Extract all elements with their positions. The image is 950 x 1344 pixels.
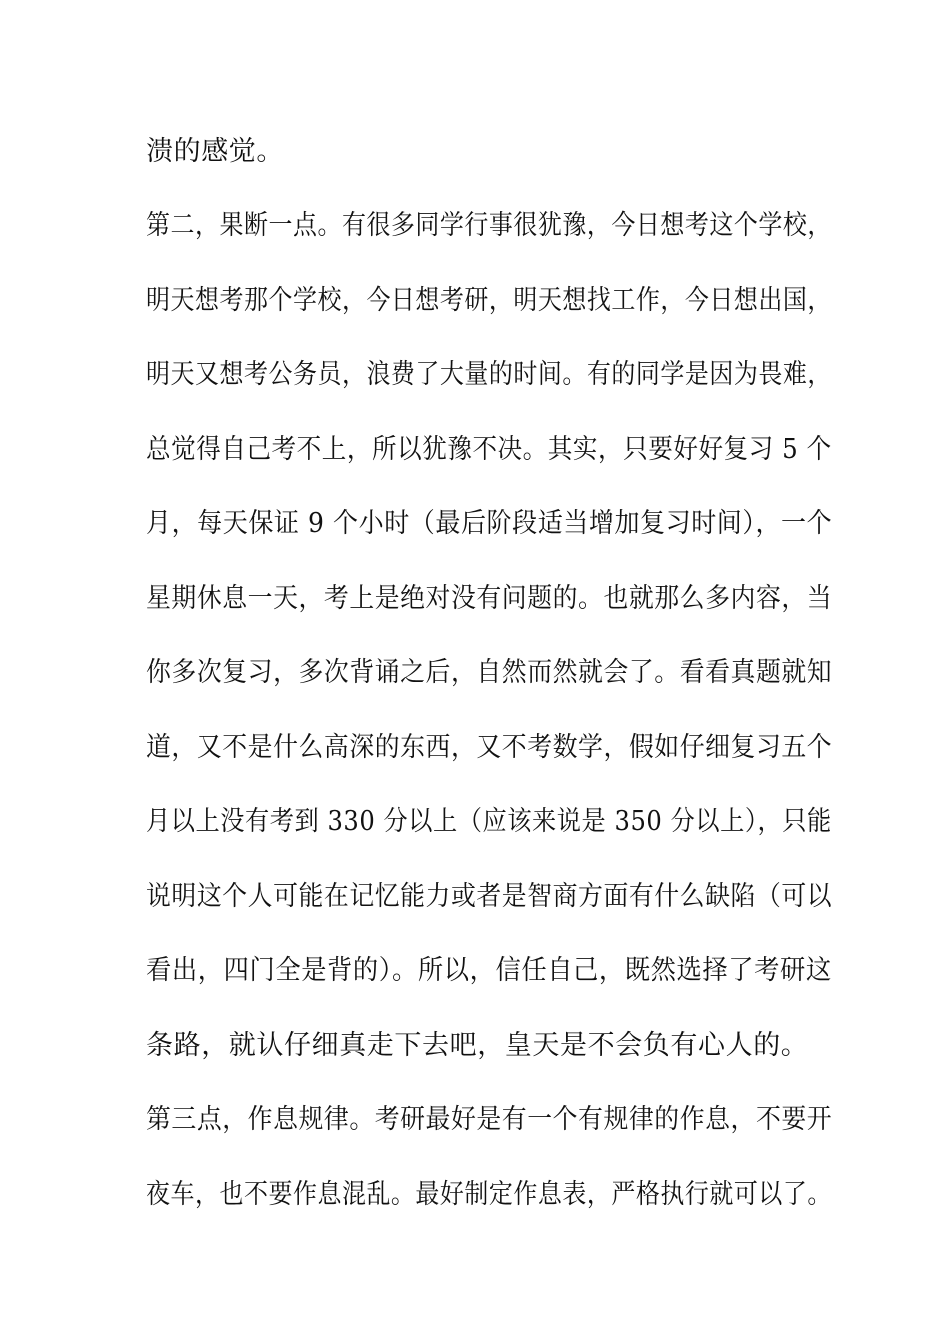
text-line: 明天又想考公务员，浪费了大量的时间。有的同学是因为畏难， xyxy=(146,359,832,390)
text-line: 溃的感觉。 xyxy=(146,136,284,167)
text-line: 第三点，作息规律。考研最好是有一个有规律的作息，不要开 xyxy=(146,1104,833,1135)
text-line: 月以上没有考到 330 分以上（应该来说是 350 分以上），只能 xyxy=(146,806,832,837)
text-line: 条路，就认仔细真走下去吧，皇天是不会负有心人的。 xyxy=(146,1030,809,1061)
text-line: 第二，果断一点。有很多同学行事很犹豫，今日想考这个学校， xyxy=(146,210,832,241)
text-line: 看出，四门全是背的）。所以，信任自己，既然选择了考研这 xyxy=(146,955,832,986)
text-line: 总觉得自己考不上，所以犹豫不决。其实，只要好好复习 5 个 xyxy=(146,434,832,465)
text-line: 明天想考那个学校，今日想考研，明天想找工作，今日想出国， xyxy=(146,285,832,316)
text-line: 道，又不是什么高深的东西，又不考数学，假如仔细复习五个 xyxy=(146,732,833,763)
text-line: 说明这个人可能在记忆能力或者是智商方面有什么缺陷（可以 xyxy=(146,881,833,912)
text-line: 月，每天保证 9 个小时（最后阶段适当增加复习时间），一个 xyxy=(146,508,833,539)
text-line: 你多次复习，多次背诵之后，自然而然就会了。看看真题就知 xyxy=(146,657,833,688)
text-line: 夜车，也不要作息混乱。最好制定作息表，严格执行就可以了。 xyxy=(146,1179,832,1210)
text-line: 星期休息一天，考上是绝对没有问题的。也就那么多内容，当 xyxy=(146,583,833,614)
